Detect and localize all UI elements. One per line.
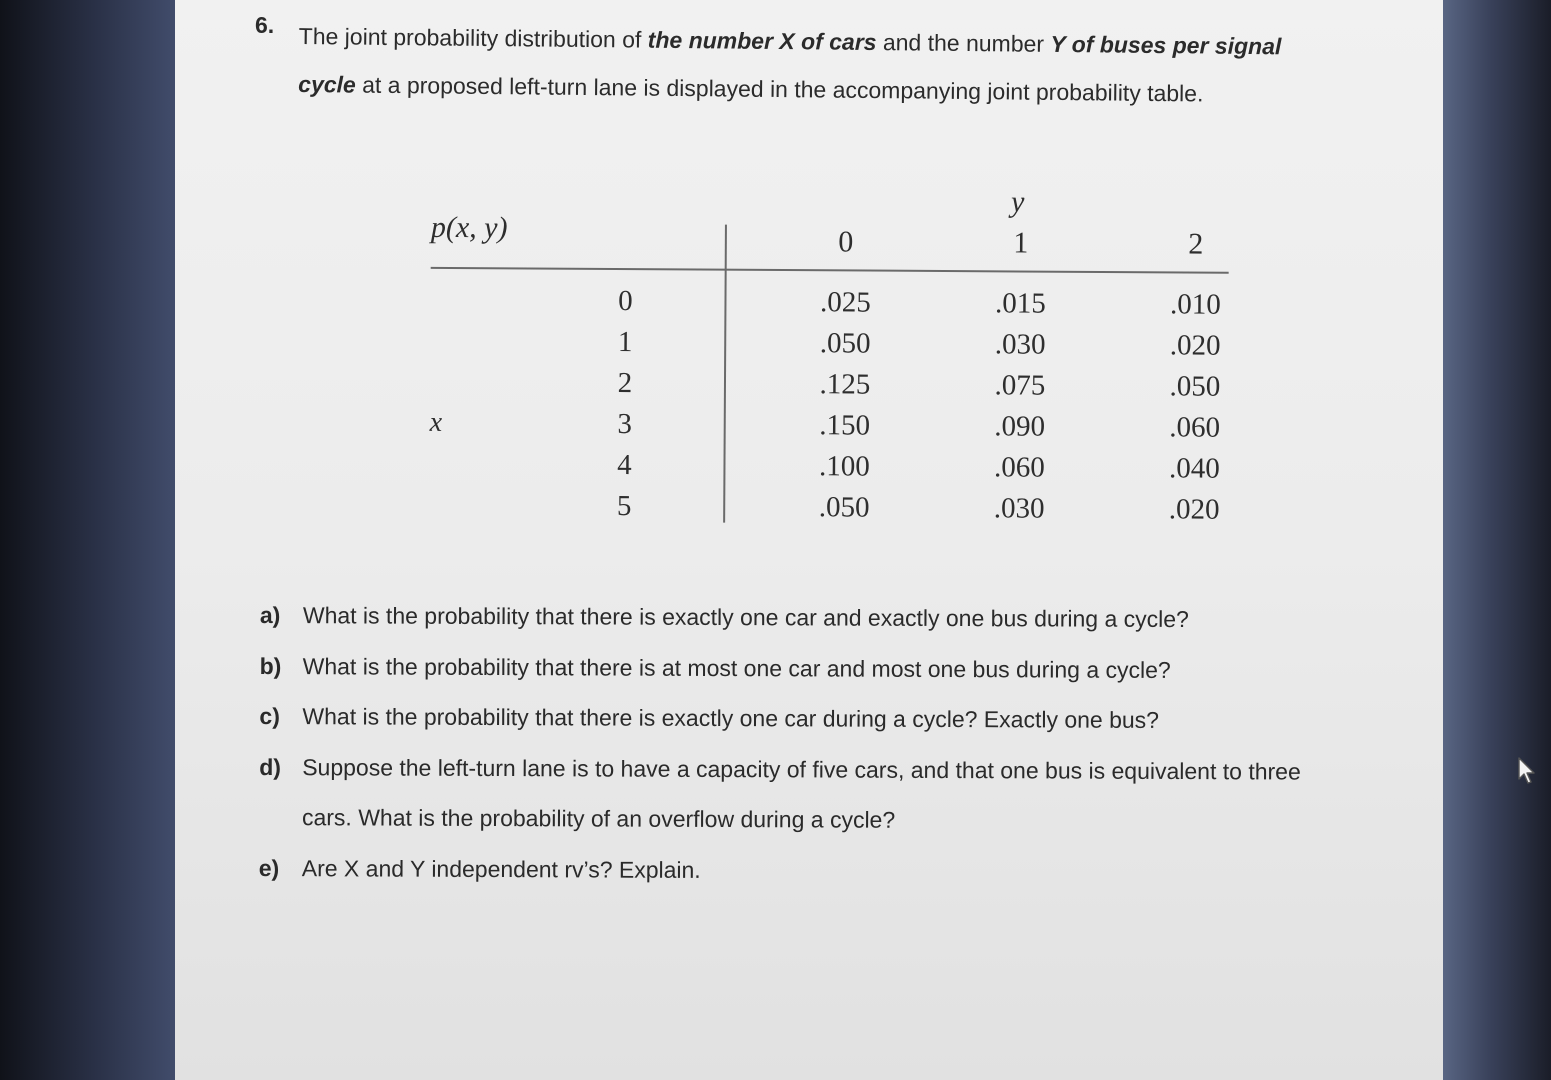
- question-text: What is the probability that there is exactly one car and exactly one bus during a cycle?: [302, 602, 1189, 633]
- row-header-x5: 5: [616, 490, 632, 523]
- row-header-x4: 4: [617, 449, 632, 482]
- monitor-right-bezel: [1441, 0, 1551, 1080]
- question-letter: d): [259, 753, 282, 780]
- table-cell: .050: [818, 491, 870, 524]
- row-header-x1: 1: [617, 326, 633, 359]
- problem-number: 6.: [255, 12, 275, 38]
- table-cell: .050: [1169, 370, 1221, 403]
- question-d: [259, 741, 1339, 847]
- question-b: [260, 640, 1340, 695]
- question-text: What is the probability that there is exactly one car during a cycle? Exactly one bus?: [302, 703, 1160, 733]
- question-letter: c): [259, 702, 280, 730]
- table-header-rule: [431, 267, 1229, 274]
- question-text: Suppose the left-turn lane is to have a capacity of five cars, and that one bus is equivalent to three cars. What is the probability of an overflow during a cycle?: [301, 753, 1301, 833]
- problem-text-part: The joint probability distribution of: [298, 22, 648, 53]
- question-e: [259, 842, 1339, 897]
- table-cell: .020: [1168, 493, 1220, 526]
- monitor-left-bezel: [0, 0, 175, 1080]
- joint-probability-table: [174, 0, 1445, 565]
- question-letter: e): [258, 854, 280, 881]
- row-header-x0: 0: [618, 285, 633, 318]
- problem-text-emphasis: Y of buses per signal cycle: [298, 30, 1282, 98]
- table-cell: .100: [819, 450, 870, 483]
- problem-text-part: at a proposed left-turn lane is displayed in the accompanying joint probability table.: [355, 71, 1204, 107]
- table-corner-label: p(x, y): [430, 210, 508, 245]
- y-axis-label: y: [1010, 185, 1025, 219]
- document-page: [175, 0, 1443, 1080]
- table-cell: .025: [820, 286, 871, 319]
- x-axis-label: x: [429, 406, 443, 438]
- question-text: Are X and Y independent rv’s? Explain.: [301, 854, 701, 883]
- question-letter: b): [259, 652, 282, 679]
- table-cell: .060: [994, 451, 1045, 484]
- question-letter: a): [259, 601, 281, 629]
- table-cell: .040: [1168, 452, 1220, 485]
- table-cell: .030: [993, 492, 1045, 525]
- col-header-y1: 1: [1013, 226, 1029, 260]
- mouse-pointer-icon: [1517, 757, 1539, 785]
- table-cell: .090: [994, 410, 1046, 443]
- row-header-x2: 2: [617, 367, 633, 400]
- problem-text-emphasis: the number X of cars: [647, 26, 877, 56]
- table-cell: .125: [819, 368, 871, 401]
- table-cell: .015: [995, 287, 1046, 320]
- table-cell: .050: [819, 327, 871, 360]
- table-cell: .030: [994, 328, 1046, 361]
- table-cell: .150: [819, 409, 871, 442]
- question-c: [259, 691, 1339, 746]
- col-header-y0: 0: [838, 225, 854, 259]
- row-header-x3: 3: [617, 408, 633, 441]
- table-cell: .075: [994, 369, 1046, 402]
- question-text: What is the probability that there is at most one car and most one bus during a cycle?: [302, 652, 1171, 683]
- problem-text-part: and the number: [876, 29, 1051, 57]
- question-a: [260, 590, 1340, 645]
- table-cell: .060: [1169, 411, 1221, 444]
- table-vertical-rule: [723, 225, 727, 523]
- question-list: [259, 590, 1340, 898]
- table-cell: .020: [1169, 329, 1221, 362]
- col-header-y2: 2: [1188, 227, 1204, 261]
- table-cell: .010: [1169, 288, 1221, 321]
